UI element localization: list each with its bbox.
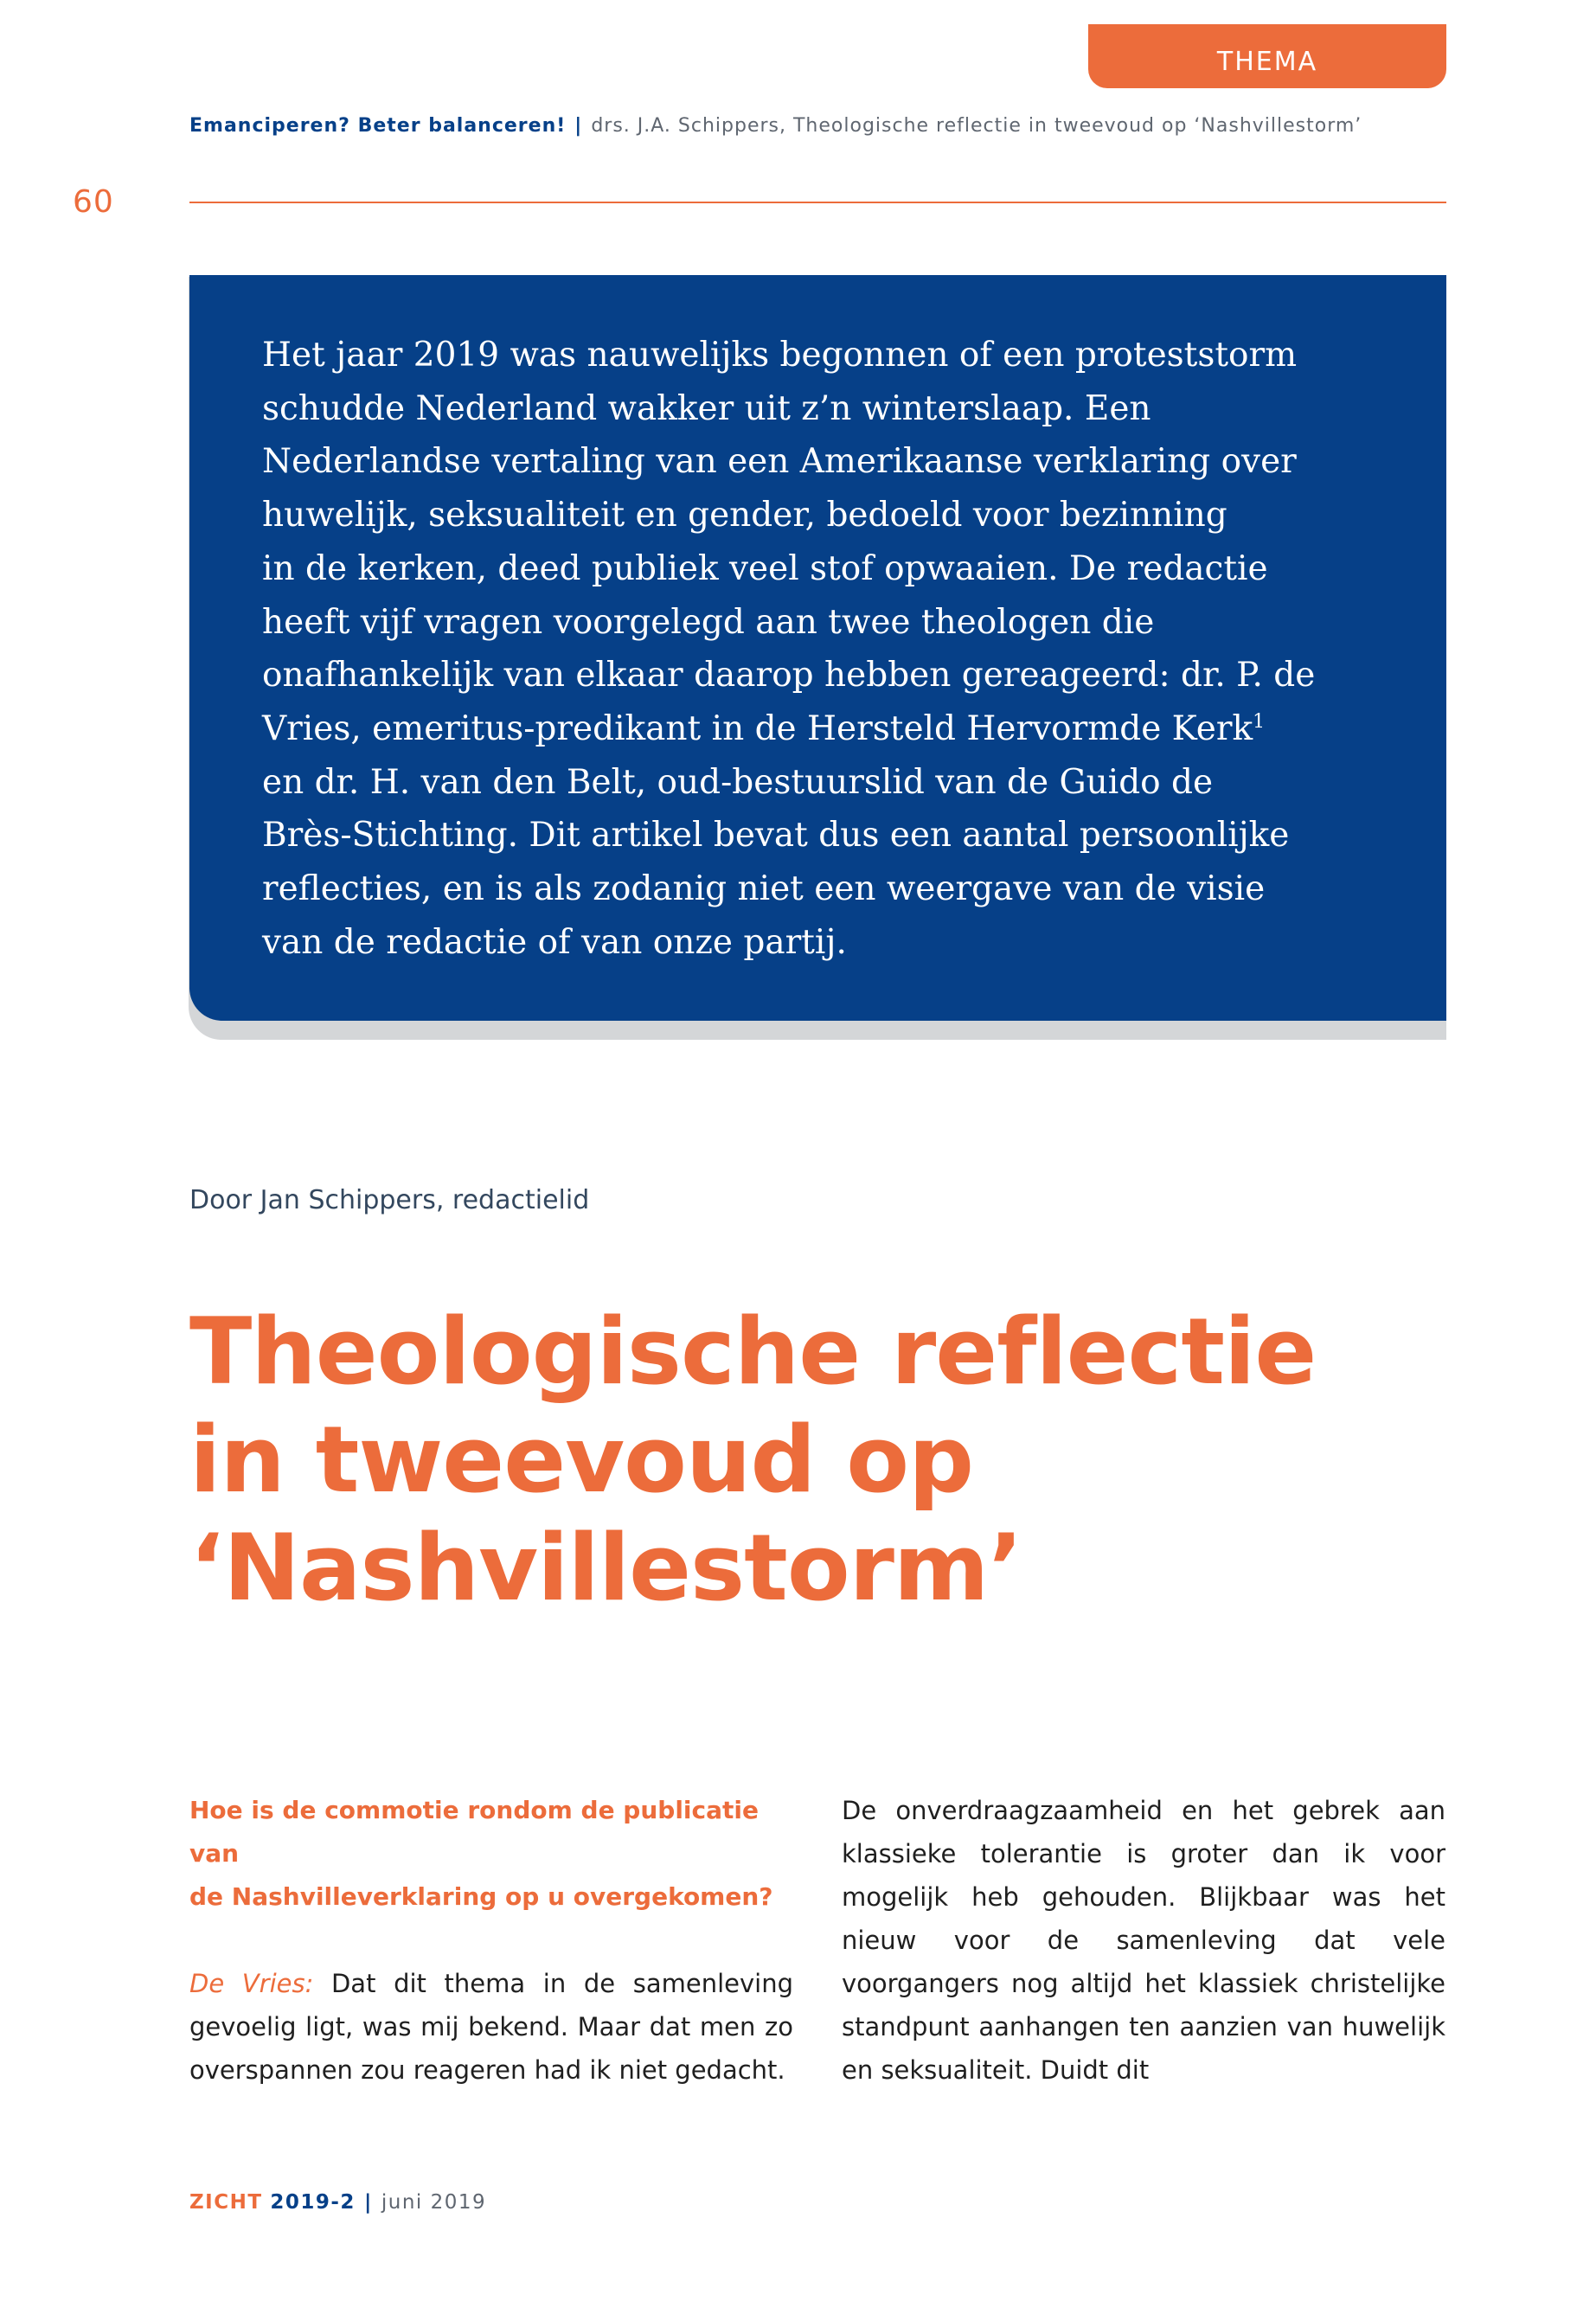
header-divider [189,202,1446,203]
running-header-subtitle: drs. J.A. Schippers, Theologische reflectie in tweevoud op ‘Nashvillestorm’ [591,115,1362,137]
footer-issue: 2019-2 [270,2191,356,2214]
interview-answer [189,1962,793,2092]
footer-brand: ZICHT [189,2191,263,2214]
intro-box [189,275,1446,1021]
intro-text [262,329,1360,969]
intro-text-part-1: Het jaar 2019 was nauwelijks begonnen of een proteststorm schudde Nederland wakker uit z’n winterslaap. Een Nederlandse vertaling van een Amerikaanse verklaring over huwelijk, seksualiteit en gender, bedoeld voor bezinning in de kerken, deed publiek veel stof opwaaien. De redactie heeft vijf vragen voorgelegd aan twee theologen die onafhankelijk van elkaar daarop hebben gereageerd: dr. P. de Vries, emeritus-predikant in de Hersteld Hervormde Kerk [262,336,1316,748]
footer-separator: | [363,2191,373,2214]
intro-text-part-2: en dr. H. van den Belt, oud-bestuurslid van de Guido de Brès-Stichting. Dit artikel bevat dus een aantal persoonlijke reflecties, en is als zodanig niet een weergave van de visie van de redactie of van onze partij. [262,762,1290,962]
left-column [189,1789,793,2092]
speaker-label: De Vries: [189,1969,314,1998]
interview-question: Hoe is de commotie rondom de publicatie van de Nashvilleverklaring op u overgekomen? [189,1796,773,1911]
running-header-title: Emanciperen? Beter balanceren! [189,115,567,137]
byline: Door Jan Schippers, redactielid [189,1185,590,1215]
body-text: De onverdraagzaamheid en het gebrek aan klassieke tolerantie is groter dan ik voor mogelijk heb gehouden. Blijkbaar was het nieuw voor de samenleving dat vele voorgangers nog altijd het klassiek christelijke standpunt aanhangen ten aanzien van huwelijk en seksualiteit. Duidt dit [842,1796,1445,2085]
page-number: 60 [73,184,114,220]
footer [189,2187,486,2218]
article-headline: Theologische reflectie in tweevoud op ‘Nashvillestorm’ [189,1298,1317,1621]
right-column [842,1789,1445,2092]
footer-date: juni 2019 [381,2191,487,2214]
section-tab: THEMA [1088,24,1446,88]
running-header-separator: | [574,115,583,137]
running-header [189,111,1452,142]
answer-text: Dat dit thema in de samenleving gevoelig ligt, was mij bekend. Maar dat men zo overspannen zou reageren had ik niet gedacht. [189,1969,793,2085]
footnote-marker: 1 [1253,710,1266,733]
